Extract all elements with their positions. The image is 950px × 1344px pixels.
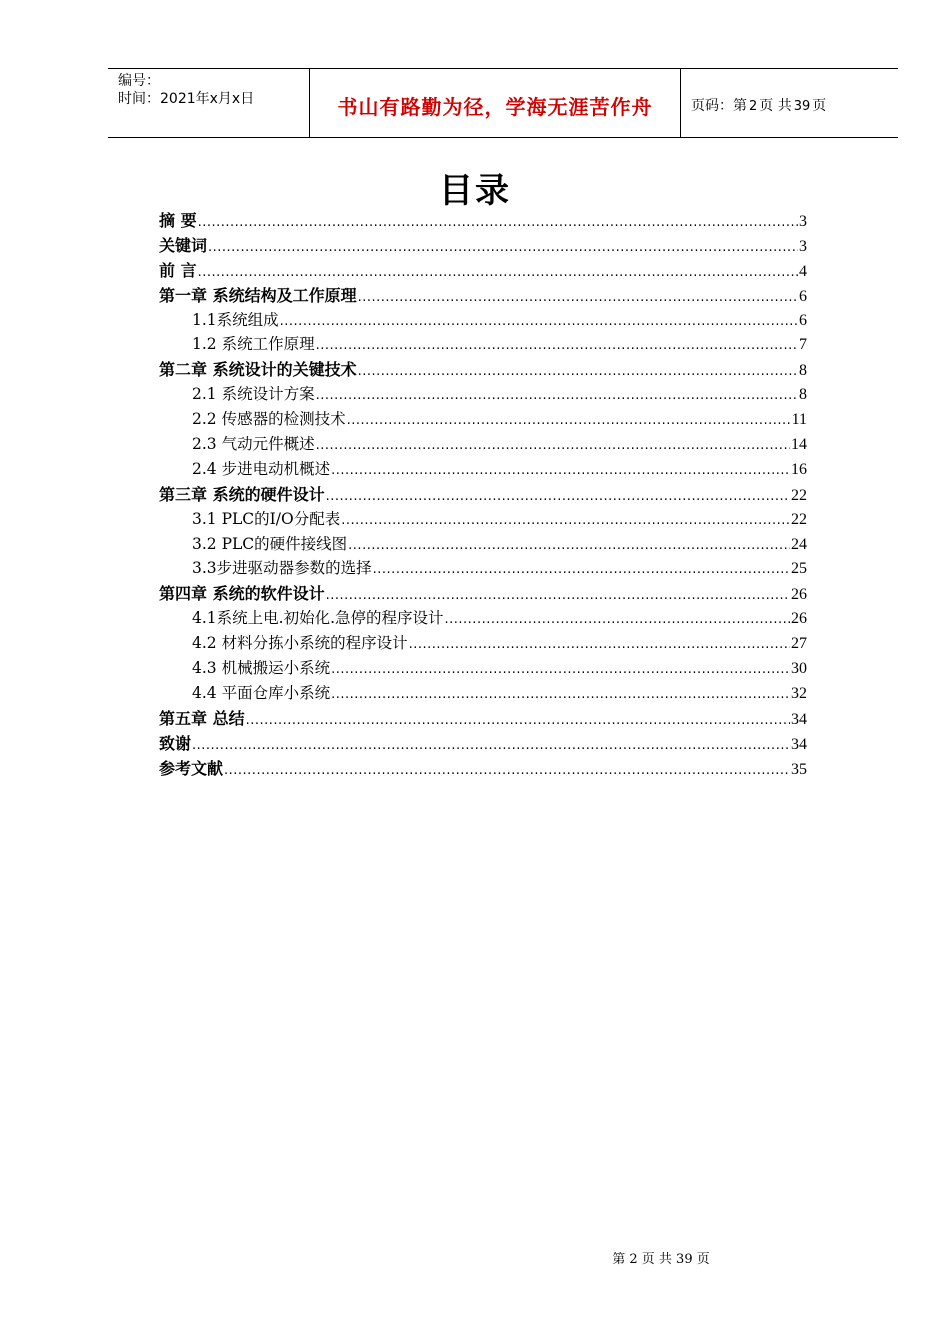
toc-entry[interactable] bbox=[159, 233, 807, 258]
toc-entry[interactable] bbox=[159, 507, 807, 532]
toc-leader bbox=[409, 633, 790, 652]
toc-entry[interactable] bbox=[159, 407, 807, 432]
toc-entry-title: 3.3步进驱动器参数的选择 bbox=[192, 559, 372, 578]
toc-entry[interactable] bbox=[159, 283, 807, 308]
toc-entry-title: 2.4 步进电动机概述 bbox=[192, 459, 331, 478]
toc-entry-page: 34 bbox=[791, 710, 807, 728]
toc-leader bbox=[198, 211, 798, 230]
toc-leader bbox=[326, 584, 790, 603]
toc-entry-page: 27 bbox=[791, 635, 807, 653]
toc-entry-title: 3.1 PLC的I/O分配表 bbox=[192, 509, 341, 528]
toc-leader bbox=[192, 734, 790, 753]
toc-entry-title: 参考文献 bbox=[159, 758, 224, 778]
toc-leader bbox=[373, 558, 790, 577]
toc-entry[interactable] bbox=[159, 357, 807, 382]
toc-entry-title: 前 言 bbox=[159, 260, 197, 280]
toc-entry-page: 32 bbox=[791, 684, 807, 702]
toc-entry-page: 4 bbox=[799, 262, 807, 280]
table-of-contents bbox=[159, 208, 807, 780]
toc-entry[interactable] bbox=[159, 532, 807, 557]
toc-entry-page: 26 bbox=[791, 610, 807, 628]
toc-entry-title: 1.1系统组成 bbox=[192, 310, 279, 329]
toc-leader bbox=[445, 608, 790, 627]
toc-leader bbox=[358, 286, 798, 305]
toc-entry-page: 16 bbox=[791, 460, 807, 478]
toc-entry-title: 第五章 总结 bbox=[159, 708, 245, 728]
toc-entry[interactable] bbox=[159, 382, 807, 407]
toc-entry-title: 2.2 传感器的检测技术 bbox=[192, 410, 346, 429]
toc-entry-page: 34 bbox=[791, 735, 807, 753]
toc-entry[interactable] bbox=[159, 581, 807, 606]
toc-entry-title: 1.2 系统工作原理 bbox=[192, 335, 315, 354]
toc-title: 目录 bbox=[439, 171, 511, 211]
toc-entry[interactable] bbox=[159, 308, 807, 333]
toc-entry-title: 3.2 PLC的硬件接线图 bbox=[192, 534, 348, 553]
toc-leader bbox=[331, 683, 790, 702]
toc-entry-title: 4.4 平面仓库小系统 bbox=[192, 683, 331, 702]
toc-entry-page: 8 bbox=[799, 362, 807, 380]
toc-leader bbox=[246, 709, 790, 728]
toc-leader bbox=[280, 310, 798, 329]
page-header bbox=[108, 68, 898, 138]
toc-entry-page: 6 bbox=[799, 287, 807, 305]
toc-entry-title: 2.1 系统设计方案 bbox=[192, 385, 315, 404]
toc-entry-title: 关键词 bbox=[159, 235, 208, 255]
toc-entry-title: 第二章 系统设计的关键技术 bbox=[159, 360, 357, 380]
toc-entry-page: 26 bbox=[791, 586, 807, 604]
toc-entry[interactable] bbox=[159, 631, 807, 656]
header-page-info bbox=[681, 69, 898, 137]
header-motto-cell bbox=[310, 69, 681, 137]
toc-entry[interactable] bbox=[159, 681, 807, 706]
toc-entry-page: 35 bbox=[791, 760, 807, 778]
page-mid: 页 共 bbox=[759, 98, 792, 114]
toc-entry-title: 2.3 气动元件概述 bbox=[192, 435, 315, 454]
toc-leader bbox=[348, 534, 790, 553]
toc-entry-page: 8 bbox=[799, 386, 807, 404]
toc-entry-title: 第一章 系统结构及工作原理 bbox=[159, 285, 357, 305]
toc-leader bbox=[341, 509, 790, 528]
toc-entry-title: 4.1系统上电.初始化.急停的程序设计 bbox=[192, 609, 444, 628]
toc-entry[interactable] bbox=[159, 432, 807, 457]
toc-entry-page: 30 bbox=[791, 660, 807, 678]
header-meta bbox=[108, 69, 310, 137]
toc-entry-page: 22 bbox=[791, 486, 807, 504]
page-prefix: 页码：第 bbox=[691, 98, 747, 114]
toc-leader bbox=[316, 334, 798, 353]
toc-entry-title: 4.2 材料分拣小系统的程序设计 bbox=[192, 634, 408, 653]
toc-entry-title: 4.3 机械搬运小系统 bbox=[192, 659, 331, 678]
toc-leader bbox=[224, 759, 790, 778]
page-total: 39 bbox=[793, 99, 811, 114]
page-current: 2 bbox=[749, 99, 758, 114]
toc-entry-title: 第四章 系统的软件设计 bbox=[159, 584, 325, 604]
toc-entry-page: 3 bbox=[799, 237, 807, 255]
toc-leader bbox=[316, 434, 790, 453]
toc-entry[interactable] bbox=[159, 556, 807, 581]
page-footer: 第 2 页 共 39 页 bbox=[612, 1252, 710, 1267]
toc-entry-page: 3 bbox=[799, 213, 807, 230]
toc-leader bbox=[326, 485, 790, 504]
serial-number-label: 编号： bbox=[118, 73, 160, 89]
toc-entry[interactable] bbox=[159, 332, 807, 357]
toc-entry[interactable] bbox=[159, 656, 807, 681]
toc-entry[interactable] bbox=[159, 706, 807, 731]
toc-entry[interactable] bbox=[159, 482, 807, 507]
toc-entry-title: 摘 要 bbox=[159, 211, 197, 230]
toc-entry-page: 25 bbox=[791, 560, 807, 578]
toc-entry[interactable] bbox=[159, 731, 807, 756]
toc-entry-title: 致谢 bbox=[159, 733, 192, 753]
toc-leader bbox=[316, 384, 798, 403]
toc-entry-page: 7 bbox=[799, 336, 807, 354]
toc-entry-title: 第三章 系统的硬件设计 bbox=[159, 484, 325, 504]
toc-entry-page: 6 bbox=[799, 311, 807, 329]
toc-entry[interactable] bbox=[159, 457, 807, 482]
toc-entry-page: 11 bbox=[791, 411, 807, 429]
page-indicator bbox=[681, 95, 826, 115]
toc-leader bbox=[358, 360, 798, 379]
toc-entry[interactable] bbox=[159, 258, 807, 283]
toc-entry[interactable] bbox=[159, 606, 807, 631]
toc-entry-page: 22 bbox=[791, 510, 807, 528]
toc-leader bbox=[208, 236, 798, 255]
page-suffix: 页 bbox=[812, 98, 827, 114]
toc-entry-page: 14 bbox=[791, 436, 807, 454]
toc-leader bbox=[331, 459, 790, 478]
toc-entry-page: 24 bbox=[791, 535, 807, 553]
motto-text: 书山有路勤为径，学海无涯苦作舟 bbox=[337, 94, 653, 119]
toc-leader bbox=[331, 658, 790, 677]
toc-entry[interactable] bbox=[159, 208, 807, 233]
toc-leader bbox=[198, 261, 798, 280]
date-label: 时间：2021年x月x日 bbox=[118, 91, 255, 107]
toc-entry[interactable] bbox=[159, 756, 807, 781]
toc-leader bbox=[347, 409, 791, 428]
